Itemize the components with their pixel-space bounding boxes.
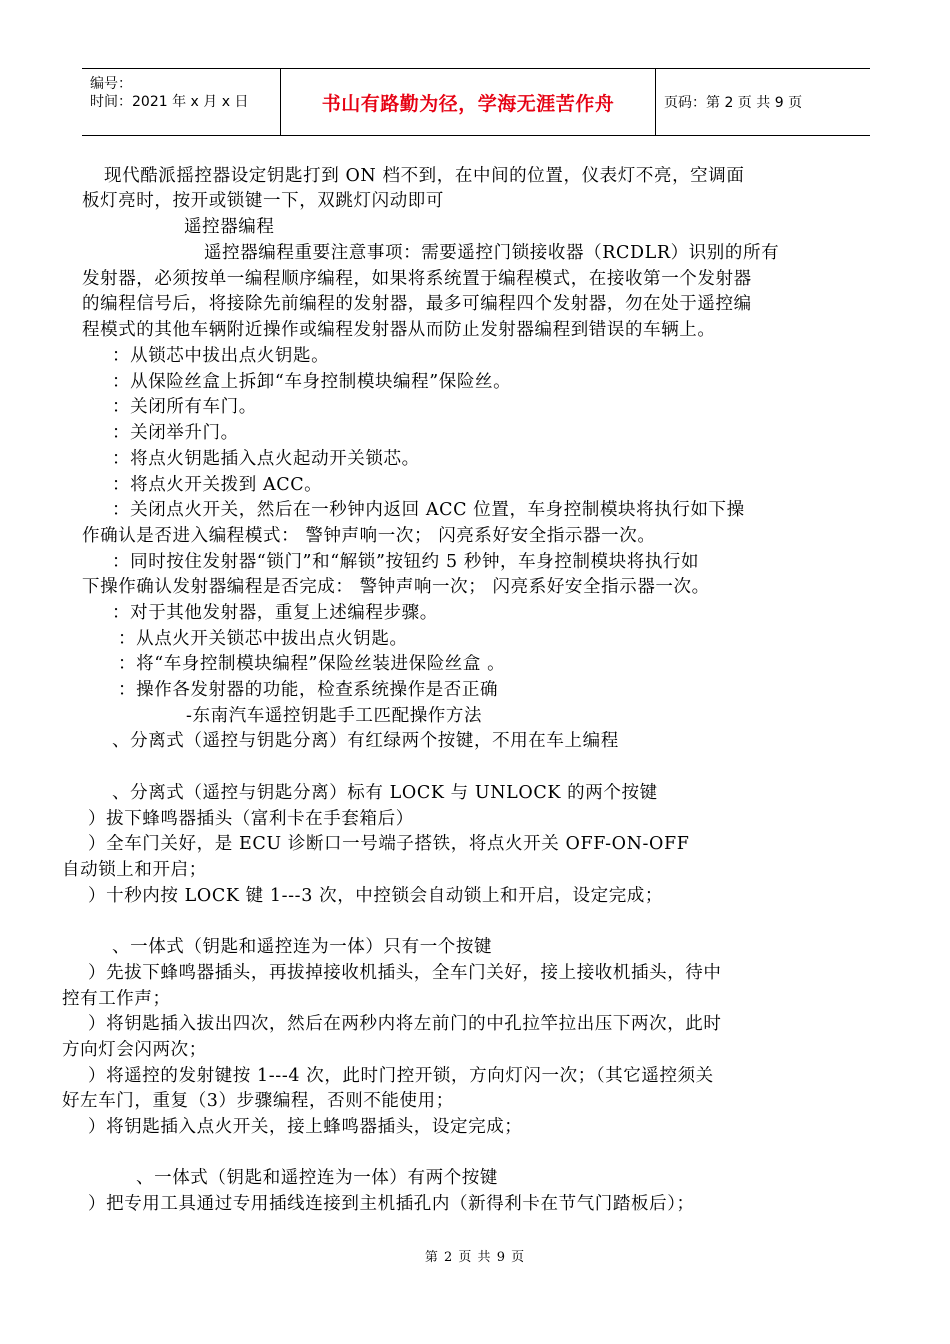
step-line: ：将点火开关拨到 ACC。 (112, 475, 323, 495)
text-line: 下操作确认发射器编程是否完成： 警钟声响一次； 闪亮系好安全指示器一次。 (82, 577, 710, 597)
text-line: 、一体式（钥匙和遥控连为一体）只有一个按键 (112, 937, 493, 957)
section-heading: -东南汽车遥控钥匙手工匹配操作方法 (186, 706, 483, 726)
header-motto: 书山有路勤为径，学海无涯苦作舟 (321, 92, 615, 115)
step-line: ）把专用工具通过专用插线连接到主机插孔内（新得利卡在节气门踏板后）； (88, 1194, 695, 1214)
header-page-cell (656, 69, 870, 135)
text-line: 好左车门，重复（3）步骤编程，否则不能使用； (62, 1091, 454, 1111)
step-line: ）将钥匙插入点火开关，接上蜂鸣器插头，设定完成； (88, 1117, 523, 1137)
text-line: 现代酷派摇控器设定钥匙打到 ON 档不到，在中间的位置，仪表灯不亮，空调面 (104, 166, 745, 186)
step-line: ：从保险丝盒上拆卸“车身控制模块编程”保险丝。 (112, 372, 512, 392)
step-line: ）拔下蜂鸣器插头（富利卡在手套箱后） (88, 809, 414, 829)
page-footer: 第 2 页 共 9 页 (424, 1250, 526, 1265)
header-page-label: 页码：第 2 页 共 9 页 (664, 95, 803, 111)
text-line: 方向灯会闪两次； (62, 1040, 207, 1060)
step-line: ：同时按住发射器“锁门”和“解锁”按钮约 5 秒钟，车身控制模块将执行如 (112, 552, 700, 572)
header-motto-cell (281, 69, 656, 135)
step-line: ）全车门关好，是 ECU 诊断口一号端子搭铁，将点火开关 OFF-ON-OFF (88, 834, 690, 854)
step-line: ：操作各发射器的功能，检查系统操作是否正确 (118, 680, 499, 700)
document-number-label: 编号： (90, 76, 132, 92)
step-line: ：关闭所有车门。 (112, 397, 257, 417)
text-line: 发射器，必须按单一编程顺序编程，如果将系统置于编程模式，在接收第一个发射器 (82, 269, 752, 289)
step-line: ）将遥控的发射键按 1---4 次，此时门控开锁，方向灯闪一次；（其它遥控须关 (88, 1066, 714, 1086)
text-line: 程模式的其他车辆附近操作或编程发射器从而防止发射器编程到错误的车辆上。 (82, 320, 716, 340)
step-line: ：关闭点火开关，然后在一秒钟内返回 ACC 位置，车身控制模块将执行如下操 (112, 500, 745, 520)
text-line: 遥控器编程重要注意事项：需要遥控门锁接收器（RCDLR）识别的所有 (204, 243, 780, 263)
text-line: 、分离式（遥控与钥匙分离）有红绿两个按键，不用在车上编程 (112, 731, 619, 751)
text-line: 、分离式（遥控与钥匙分离）标有 LOCK 与 UNLOCK 的两个按键 (112, 783, 658, 803)
step-line: ）先拔下蜂鸣器插头，再拔掉接收机插头，全车门关好，接上接收机插头，待中 (88, 963, 722, 983)
step-line: ）十秒内按 LOCK 键 1---3 次，中控锁会自动锁上和开启，设定完成； (88, 886, 663, 906)
text-line: 的编程信号后，将接除先前编程的发射器，最多可编程四个发射器，勿在处于遥控编 (82, 294, 752, 314)
step-line: ：从点火开关锁芯中拔出点火钥匙。 (118, 629, 408, 649)
document-time-label: 时间：2021 年 x 月 x 日 (90, 94, 249, 110)
step-line: ：从锁芯中拔出点火钥匙。 (112, 346, 330, 366)
text-line: 自动锁上和开启； (62, 860, 207, 880)
text-line: 作确认是否进入编程模式： 警钟声响一次； 闪亮系好安全指示器一次。 (82, 526, 656, 546)
header-meta-cell (82, 69, 281, 135)
step-line: ：将“车身控制模块编程”保险丝装进保险丝盒 。 (118, 654, 506, 674)
text-line: 、一体式（钥匙和遥控连为一体）有两个按键 (136, 1168, 498, 1188)
step-line: ：将点火钥匙插入点火起动开关锁芯。 (112, 449, 420, 469)
page-header (82, 68, 870, 136)
text-line: 板灯亮时，按开或锁键一下，双跳灯闪动即可 (82, 191, 444, 211)
section-heading: 遥控器编程 (184, 217, 275, 237)
step-line: ：关闭举升门。 (112, 423, 239, 443)
step-line: ：对于其他发射器，重复上述编程步骤。 (112, 603, 438, 623)
text-line: 控有工作声； (62, 989, 171, 1009)
step-line: ）将钥匙插入拔出四次，然后在两秒内将左前门的中孔拉竿拉出压下两次，此时 (88, 1014, 722, 1034)
